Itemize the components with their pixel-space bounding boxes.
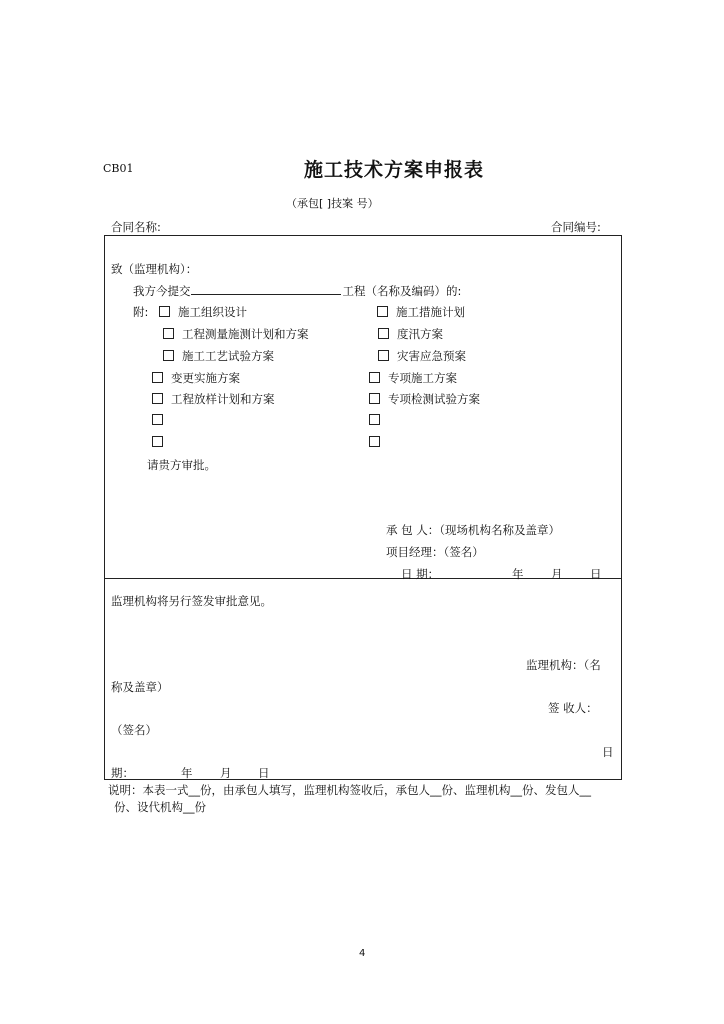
- attachment-label: 附:: [133, 305, 149, 319]
- request-text: 请贵方审批。: [147, 458, 216, 472]
- supervisor-org: 监理机构：（名: [526, 658, 601, 672]
- checkbox-label: 施工措施计划: [396, 305, 465, 319]
- checkbox-label: 专项施工方案: [388, 371, 457, 385]
- checkbox-label: 施工工艺试验方案: [182, 349, 274, 363]
- checkbox-item[interactable]: [369, 435, 388, 449]
- checkbox-label: 专项检测试验方案: [388, 392, 480, 406]
- checkbox-label: 工程测量施测计划和方案: [182, 327, 309, 341]
- section-divider: [104, 578, 622, 579]
- report-number: （承包[ ]技案 号）: [286, 197, 379, 210]
- review-date-day: 日: [258, 766, 270, 780]
- checkbox-item[interactable]: [152, 413, 171, 427]
- checkbox-item[interactable]: [159, 304, 247, 320]
- checkbox-item[interactable]: [163, 348, 274, 364]
- checkbox[interactable]: [369, 414, 380, 425]
- review-date-month: 月: [220, 766, 232, 780]
- checkbox[interactable]: [152, 393, 163, 404]
- manager-signature: 项目经理：（签名）: [386, 545, 484, 559]
- contractor-date-label: 日 期：: [401, 567, 440, 581]
- contractor-date-year: 年: [512, 567, 524, 581]
- checkbox[interactable]: [163, 328, 174, 339]
- checkbox[interactable]: [377, 306, 388, 317]
- submit-line: [133, 283, 461, 299]
- review-date-label: 期：: [111, 766, 134, 780]
- contractor-date-month: 月: [551, 567, 563, 581]
- review-date-year: 年: [181, 766, 193, 780]
- checkbox[interactable]: [369, 372, 380, 383]
- receiver-label: 签 收人：: [548, 701, 598, 715]
- checkbox[interactable]: [159, 306, 170, 317]
- submit-suffix: 工程（名称及编码）的:: [342, 284, 462, 298]
- supervisor-org-cont: 称及盖章）: [111, 680, 169, 694]
- checkbox-label: 灾害应急预案: [397, 349, 466, 363]
- checkbox-item[interactable]: [152, 370, 240, 386]
- checkbox-item[interactable]: [152, 391, 275, 407]
- contractor-signature: 承 包 人：（现场机构名称及盖章）: [386, 523, 561, 537]
- checkbox[interactable]: [369, 393, 380, 404]
- checkbox[interactable]: [163, 350, 174, 361]
- checkbox[interactable]: [152, 372, 163, 383]
- checkbox-item[interactable]: [369, 370, 457, 386]
- checkbox-item[interactable]: [378, 326, 443, 342]
- checkbox[interactable]: [152, 436, 163, 447]
- form-code: CB01: [103, 162, 134, 175]
- contract-no-label: 合同编号:: [551, 220, 601, 234]
- checkbox[interactable]: [369, 436, 380, 447]
- checkbox-item[interactable]: [152, 435, 171, 449]
- addressee-line: 致（监理机构）：: [111, 262, 198, 276]
- note-line-1: 说明：本表一式__份，由承包人填写，监理机构签收后，承包人__份、监理机构__份、发包人__: [108, 783, 591, 797]
- checkbox[interactable]: [152, 414, 163, 425]
- checkbox-item[interactable]: [377, 304, 465, 320]
- submit-prefix: 我方今提交: [133, 284, 191, 298]
- checkbox-label: 工程放样计划和方案: [171, 392, 275, 406]
- contractor-date-day: 日: [590, 567, 602, 581]
- receiver-signature: （签名）: [111, 723, 157, 737]
- checkbox-item[interactable]: [163, 326, 309, 342]
- checkbox-item[interactable]: [369, 413, 388, 427]
- checkbox[interactable]: [378, 350, 389, 361]
- page-title: 施工技术方案申报表: [304, 159, 485, 181]
- checkbox-label: 变更实施方案: [171, 371, 240, 385]
- project-name-field[interactable]: [191, 283, 341, 295]
- note-line-2: 份、设代机构__份: [114, 800, 206, 814]
- page-number: 4: [359, 948, 366, 959]
- review-date-day-wrap: 日: [602, 745, 614, 759]
- review-text: 监理机构将另行签发审批意见。: [111, 594, 272, 608]
- checkbox[interactable]: [378, 328, 389, 339]
- checkbox-label: 施工组织设计: [178, 305, 247, 319]
- checkbox-item[interactable]: [369, 391, 480, 407]
- checkbox-label: 度汛方案: [397, 327, 443, 341]
- checkbox-item[interactable]: [378, 348, 466, 364]
- contract-name-label: 合同名称:: [111, 220, 161, 234]
